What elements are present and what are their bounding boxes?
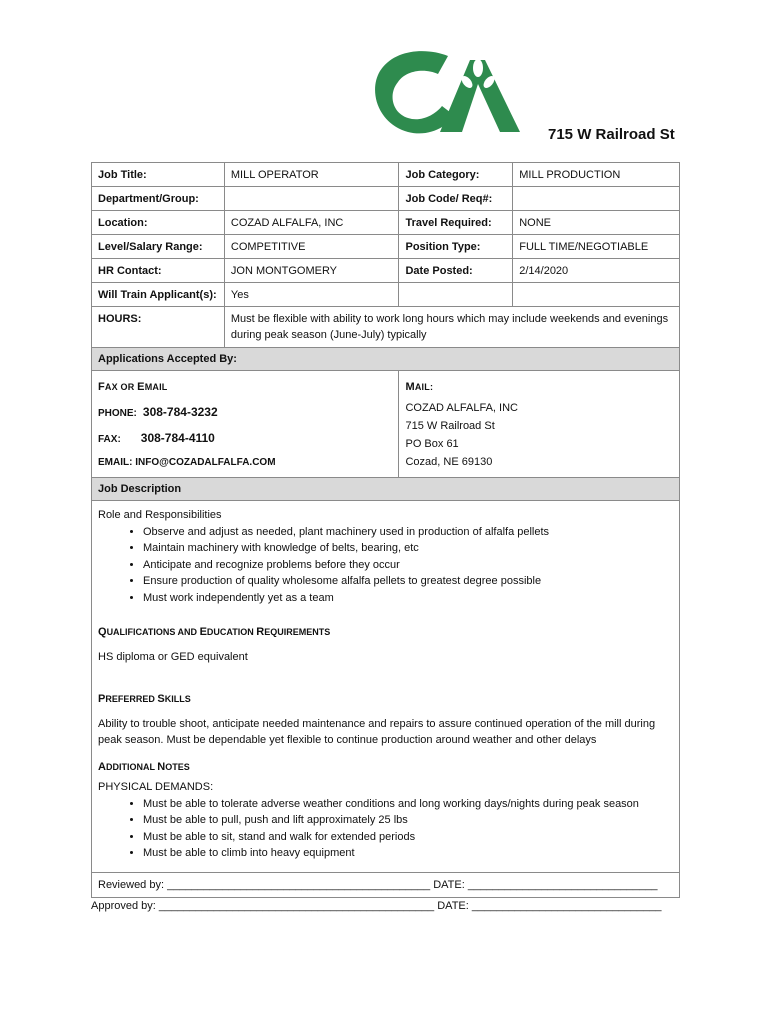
mail-panel	[399, 371, 680, 478]
mail-line: Cozad, NE 69130	[405, 456, 493, 468]
logo-c-shape	[375, 51, 455, 133]
row-job-title	[92, 163, 680, 187]
mail-line: COZAD ALFALFA, INC	[405, 402, 518, 414]
row-salary	[92, 235, 680, 259]
date-posted-label: Date Posted:	[399, 259, 513, 283]
row-will-train	[92, 283, 680, 307]
row-reviewed	[92, 872, 680, 897]
phone-line	[98, 405, 392, 419]
company-logo	[370, 46, 530, 138]
email-label: EMAIL:	[98, 457, 133, 468]
qualifications-heading: QUALIFICATIONS AND EDUCATION REQUIREMENTS	[98, 626, 331, 638]
row-hr-contact	[92, 259, 680, 283]
salary-label: Level/Salary Range:	[92, 235, 225, 259]
row-hours	[92, 307, 680, 348]
list-item: • Must be able to tolerate adverse weather conditions and long working days/nights during peak season	[143, 796, 673, 813]
list-item: • Must be able to climb into heavy equipment	[143, 845, 673, 862]
travel-label: Travel Required:	[399, 211, 513, 235]
location-label: Location:	[92, 211, 225, 235]
will-train-value: Yes	[224, 283, 399, 307]
description-title: Job Description	[92, 478, 680, 501]
row-location	[92, 211, 680, 235]
fax-line	[98, 431, 392, 445]
mail-line: PO Box 61	[405, 438, 459, 450]
description-section-header	[92, 478, 680, 501]
job-code-value	[513, 187, 680, 211]
row-description	[92, 501, 680, 873]
reviewed-by-line: Reviewed by: ___________________________________________ DATE: _______________________________	[92, 872, 680, 897]
empty-cell	[513, 283, 680, 307]
list-item: • Must be able to pull, push and lift approximately 25 lbs	[143, 812, 673, 829]
list-item: • Maintain machinery with knowledge of belts, bearing, etc	[143, 540, 673, 557]
mail-line: 715 W Railroad St	[405, 420, 495, 432]
travel-value: NONE	[513, 211, 680, 235]
hours-value: Must be flexible with ability to work long hours which may include weekends and evenings during peak season (June-July) typically	[224, 307, 679, 348]
physical-demands-list	[98, 796, 673, 862]
applications-title: Applications Accepted By:	[92, 348, 680, 371]
list-item: • Must be able to sit, stand and walk for extended periods	[143, 829, 673, 846]
job-posting-table	[91, 162, 680, 898]
logo-leaf-icon	[473, 59, 483, 77]
job-category-value: MILL PRODUCTION	[513, 163, 680, 187]
approved-by-line: Approved by: _____________________________________________ DATE: _______________________________	[91, 900, 662, 912]
email-value: INFO@COZADALFALFA.COM	[135, 457, 276, 468]
phone-label: PHONE:	[98, 408, 137, 419]
applications-section-header	[92, 348, 680, 371]
empty-cell	[399, 283, 513, 307]
row-department	[92, 187, 680, 211]
qualifications-text: HS diploma or GED equivalent	[98, 650, 248, 663]
job-code-label: Job Code/ Req#:	[399, 187, 513, 211]
position-type-value: FULL TIME/NEGOTIABLE	[513, 235, 680, 259]
salary-value: COMPETITIVE	[224, 235, 399, 259]
fax-value: 308-784-4110	[140, 431, 215, 445]
description-body	[92, 501, 680, 873]
email-line	[98, 457, 392, 468]
fax-email-panel	[92, 371, 399, 478]
role-heading: Role and Responsibilities	[98, 509, 222, 521]
header-address: 715 W Railroad St	[548, 126, 675, 143]
row-applications	[92, 371, 680, 478]
list-item: • Observe and adjust as needed, plant machinery used in production of alfalfa pellets	[143, 524, 673, 541]
list-item: • Anticipate and recognize problems before they occur	[143, 557, 673, 574]
hours-label: HOURS:	[92, 307, 225, 348]
phone-value: 308-784-3232	[142, 405, 218, 419]
department-label: Department/Group:	[92, 187, 225, 211]
hr-contact-value: JON MONTGOMERY	[224, 259, 399, 283]
fax-email-heading: FAX OR EMAIL	[98, 381, 168, 393]
hr-contact-label: HR Contact:	[92, 259, 225, 283]
mail-heading: MAIL:	[405, 381, 434, 393]
job-title-label: Job Title:	[92, 163, 225, 187]
preferred-skills-heading: PREFERRED SKILLS	[98, 693, 191, 705]
list-item: • Must work independently yet as a team	[143, 590, 673, 607]
preferred-skills-text: Ability to trouble shoot, anticipate needed maintenance and repairs to assure continued operation of the mill during peak season. Must be dependable yet flexible to continue production around weather and other delays	[98, 717, 656, 746]
additional-notes-heading: ADDITIONAL NOTES	[98, 760, 190, 773]
position-type-label: Position Type:	[399, 235, 513, 259]
physical-demands-heading: PHYSICAL DEMANDS:	[98, 781, 214, 793]
job-title-value: MILL OPERATOR	[224, 163, 399, 187]
location-value: COZAD ALFALFA, INC	[224, 211, 399, 235]
list-item: • Ensure production of quality wholesome alfalfa pellets to greatest degree possible	[143, 573, 673, 590]
responsibilities-list	[98, 524, 673, 607]
job-category-label: Job Category:	[399, 163, 513, 187]
department-value	[224, 187, 399, 211]
date-posted-value: 2/14/2020	[513, 259, 680, 283]
fax-label: FAX:	[98, 434, 121, 445]
will-train-label: Will Train Applicant(s):	[92, 283, 225, 307]
